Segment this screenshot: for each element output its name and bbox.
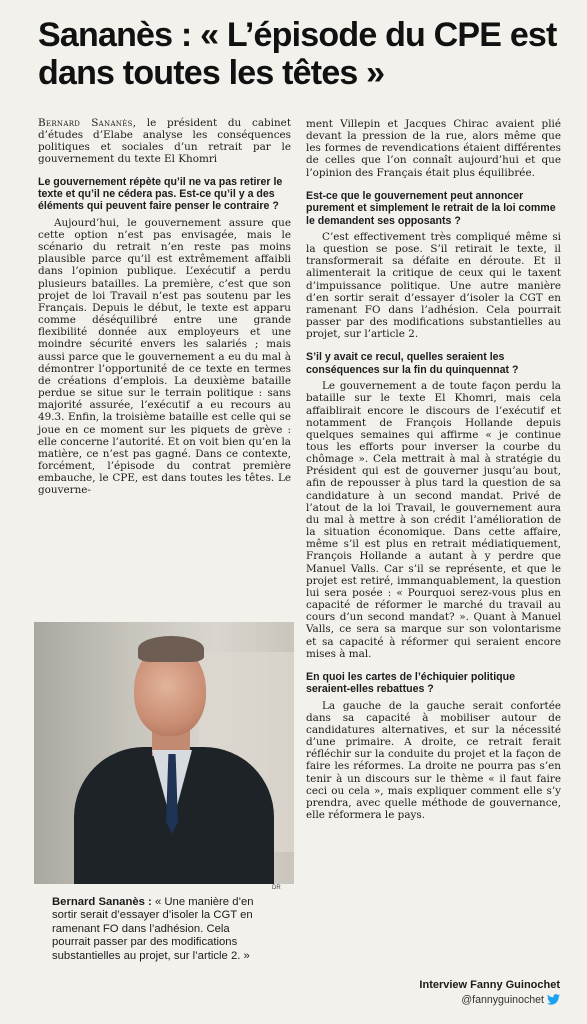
photo-caption [52, 896, 270, 963]
photo-credit: DR [272, 885, 281, 891]
question-3: S’il y avait ce recul, quelles seraient les conséquences sur la fin du quinquennat ? [306, 351, 519, 376]
portrait-photo [34, 622, 294, 884]
answer-1: Aujourd’hui, le gouvernement assure que cette option n’est pas envisagée, mais le scénario du retrait n’en reste pas moins plausible parce qu’il est extrêmement affaibli dans l’opinion publique. L’exécutif a perdu plusieurs batailles. La première, c’est que son projet de loi Travail n’est pas soutenu par les Français. Depuis le début, le texte est apparu comme déséquilibré entre une grande flexibilité donnée aux employeurs et une moindre sécurité envers les salariés ; mais aussi parce que le gouvernement a eu du mal à démontrer l’opportunité de ce texte en termes de créations d’emplois. La deuxième bataille perdue se situe sur le terrain politique : sans majorité assurée, l’exécutif a eu recours au 49.3. Enfin, la troisième bataille est celle qui se joue en ce moment sur les piquets de grève : elle concerne l’autorité. Et on voit bien qu’en la matière, ce n’est pas gagné. Dans ce contexte, forcément, l’épisode du contrat première embauche, le CPE, est dans toutes les têtes. Le gouverne- [38, 216, 291, 497]
question-1: Le gouvernement répète qu’il ne va pas retirer le texte et qu’il ne cédera pas. Est-ce qu’il y a des éléments qui peuvent faire penser le contraire ? [38, 175, 283, 213]
intro-text: , le président du cabinet d’études d’Elabe analyse les conséquences politiques et sociales d’un retrait par le gouvernement du texte El Khomri [38, 117, 291, 166]
caption-name: Bernard Sananès : [52, 896, 152, 908]
caption-quote: « Une manière d’en sortir serait d’essayer d’isoler la CGT en ramenant FO dans l’adhésion. Cela pourrait passer par des modifications substantielles au projet, sur l’article 2. » [52, 896, 254, 962]
question-4: En quoi les cartes de l’échiquier politique seraient-elles rebattues ? [306, 670, 515, 696]
answer-2: C’est effectivement très compliqué même si la question se pose. S’il retirait le texte, il transformerait sa défaite en déroute. Et il alimenterait la critique de ceux qui le taxent d’impuissance politique. Une autre manière d’en sortir serait d’essayer d’isoler la CGT en ramenant FO dans l’adhésion. Cela pourrait passer par des modifications substantielles au projet, sur l’article 2. [306, 231, 561, 341]
intro-author: Bernard Sananès [38, 117, 133, 129]
byline: Interview Fanny Guinochet [419, 979, 560, 991]
twitter-handle-line [380, 994, 560, 1006]
intro [38, 117, 291, 166]
answer-3: Le gouvernement a de toute façon perdu la bataille sur le texte El Khomri, mais cela affaiblirait encore le discours de l’exécutif et notamment de François Hollande depuis quelques semaines qui affirme « je continue tous les efforts pour inverser la courbe du chômage ». Cela mettrait à mal à stratégie du Président qui est de gouverner jusqu’au bout, afin de repousser à plus tard la question de sa candidature à un second mandat. Privé de l’atout de la loi Travail, le gouvernement aura du mal à mettre à son crédit l’amélioration de la situation économique. Dans cette affaire, même s’il est plus en retrait médiatiquement, François Hollande a autant à y perdre que Manuel Valls. Car s’il se représente, et que le projet est retiré, immanquablement, la question lui sera posée : « Pourquoi serez-vous plus en capacité de réformer le marché du travail au cours d’un second mandat? ». Quant à Manuel Valls, ce sera sa marque sur son volontarisme et sa capacité à réformer qui seraient encore mises à mal. [306, 380, 561, 660]
headline: Sananès : « L’épisode du CPE est dans toutes les têtes » [38, 16, 557, 92]
twitter-bird-icon [547, 994, 560, 1005]
answer-4: La gauche de la gauche serait confortée dans sa capacité à mobiliser autour de candidatures alternatives, et sur la nécessité d’une primaire. A droite, ce retrait ferait réfléchir sur la conduite du projet et la façon de faire les réformes. La droite ne pourra pas s’en tenir à un discours sur le thème « il faut faire ceci ou cela », mais expliquer comment elle s’y prendra, avec quelle méthode de gouvernance, elle réformera le pays. [306, 699, 561, 822]
left-column [38, 117, 291, 496]
twitter-handle: @fannyguinochet [461, 994, 544, 1006]
question-2: Est-ce que le gouvernement peut annoncer purement et simplement le retrait de la loi comme le demandent ses opposants ? [306, 189, 556, 227]
right-column [306, 118, 561, 821]
photo-hair [138, 636, 204, 662]
answer-1-continued: ment Villepin et Jacques Chirac avaient plié devant la pression de la rue, alors même que les formes de revendications étaient différentes de celles que l’on connaît aujourd’hui et que l’opinion des Français était plus équilibrée. [306, 118, 561, 179]
